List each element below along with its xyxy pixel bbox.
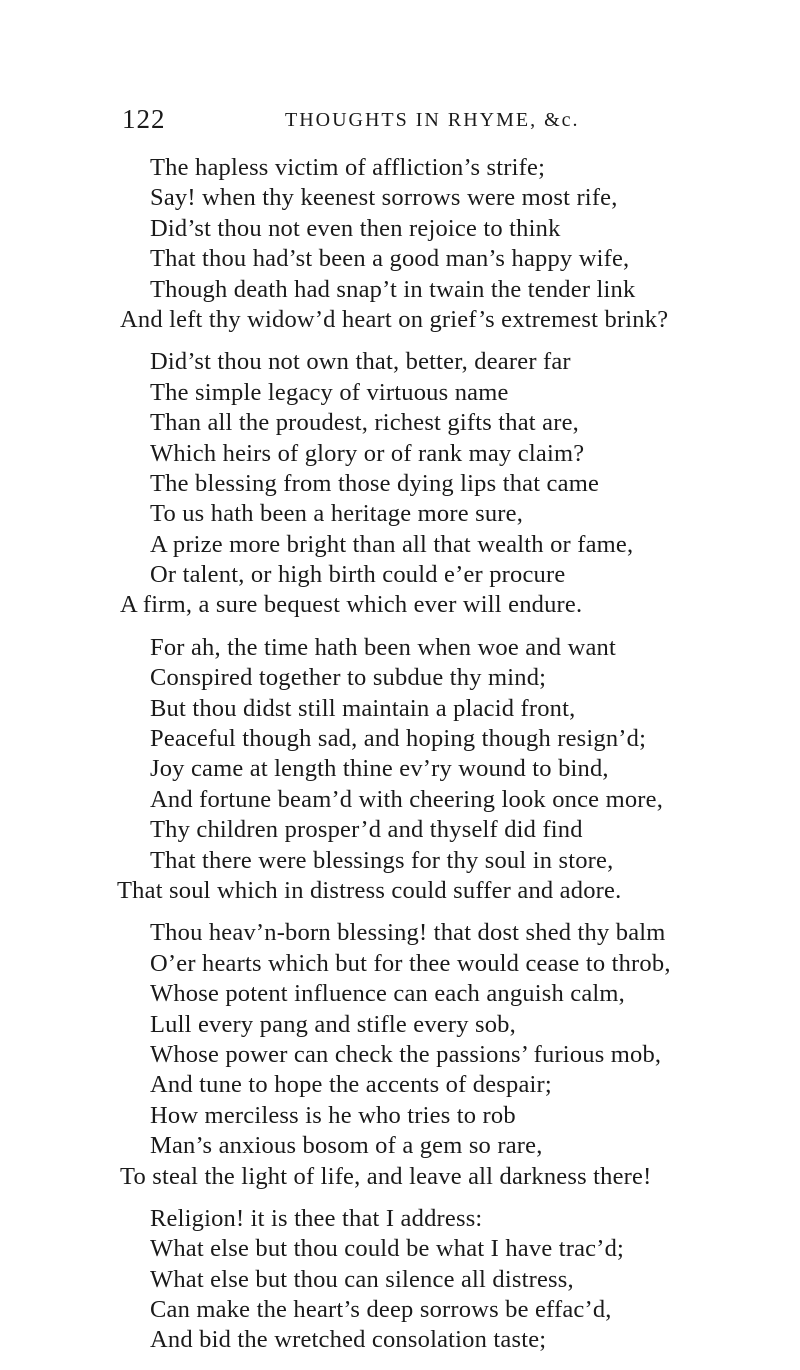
stanza [0,918,800,1192]
poem-line: A prize more bright than all that wealth or fame, [150,530,634,558]
stanza [0,633,800,907]
poem-line: The hapless victim of affliction’s strife; [150,154,546,181]
poem-line: Did’st thou not even then rejoice to think [150,214,561,242]
poem-line: The simple legacy of virtuous name [150,378,509,406]
poem-line: That soul which in distress could suffer and adore. [117,876,622,904]
poem-line: Joy came at length thine ev’ry wound to bind, [150,755,609,783]
poem-line: Lull every pang and stifle every sob, [150,1010,516,1038]
poem-line: Though death had snap’t in twain the tender link [150,275,636,303]
running-head [110,104,750,140]
poem-line: The blessing from those dying lips that came [150,469,600,497]
page-number: 122 [122,104,166,134]
poem-line: How merciless is he who tries to rob [150,1101,516,1129]
poem-line: Whose power can check the passions’ furious mob, [150,1040,662,1068]
poem-line: Or talent, or high birth could e’er procure [150,561,566,589]
poem-line: A firm, a sure bequest which ever will endure. [120,591,583,619]
poem-body [0,153,800,1368]
stanza [0,347,800,621]
stanza [0,153,800,335]
poem-line: To us hath been a heritage more sure, [150,500,524,528]
poem-line: Which heirs of glory or of rank may claim? [150,439,585,467]
poem-line: Whose potent influence can each anguish calm, [150,980,625,1008]
poem-line: And tune to hope the accents of despair; [150,1071,552,1099]
poem-line: Thou heav’n-born blessing! that dost shed thy balm [150,919,666,947]
poem-line: Conspired together to subdue thy mind; [150,664,547,692]
poem-line: To steal the light of life, and leave all darkness there! [120,1162,652,1190]
poem-line: That there were blessings for thy soul in store, [150,846,614,874]
poem-line: Religion! it is thee that I address: [150,1204,483,1232]
poem-line: Than all the proudest, richest gifts that are, [150,409,579,437]
poem-line: But thou didst still maintain a placid front, [150,694,576,722]
poem-line: And bid the wretched consolation taste; [150,1326,547,1354]
poem-line: And left thy widow’d heart on grief’s extremest brink? [120,305,669,333]
stanza [0,1204,800,1356]
poem-line: Man’s anxious bosom of a gem so rare, [150,1132,543,1160]
poem-line: What else but thou can silence all distress, [150,1265,574,1293]
poem-line: What else but thou could be what I have trac’d; [150,1235,625,1263]
poem-line: Can make the heart’s deep sorrows be effac’d, [150,1296,612,1324]
poem-line: For ah, the time hath been when woe and want [150,633,616,661]
poem-line: Did’st thou not own that, better, dearer far [150,348,571,376]
poem-line: That thou had’st been a good man’s happy wife, [150,245,630,273]
poem-line: Thy children prosper’d and thyself did find [150,816,583,844]
running-title: THOUGHTS IN RHYME, &c. [285,109,580,131]
poem-line: Peaceful though sad, and hoping though resign’d; [150,725,647,753]
poem-line: And fortune beam’d with cheering look once more, [150,785,664,813]
poem-line: Say! when thy keenest sorrows were most rife, [150,184,618,212]
poem-line: O’er hearts which but for thee would cease to throb, [150,949,671,977]
